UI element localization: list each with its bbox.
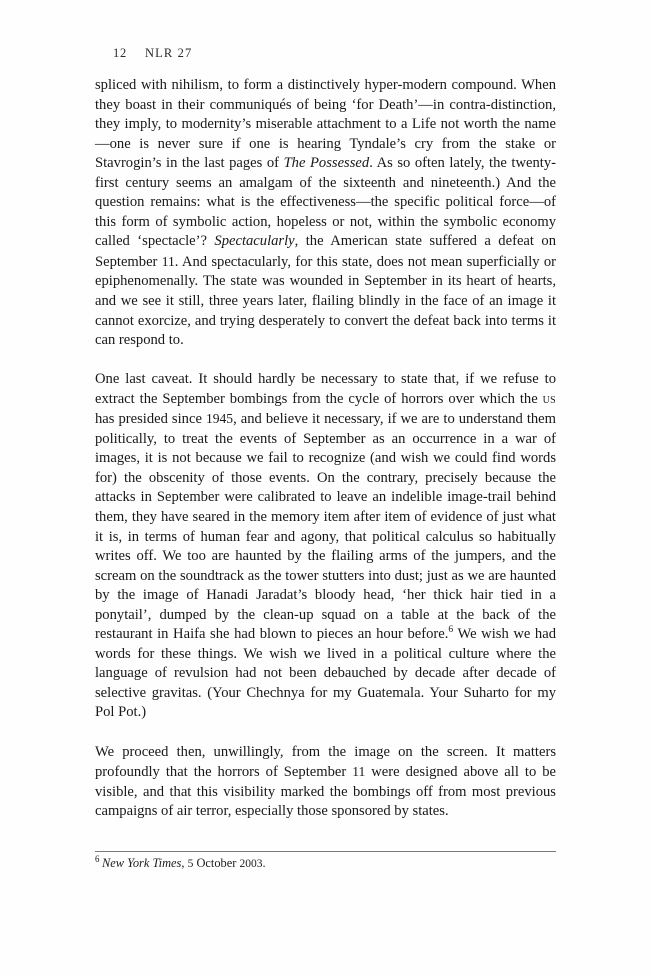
body-paragraph: spliced with nihilism, to form a distinctively hyper-modern compound. When they boast in their communiqués of being ‘for Death’—in contra-distinction, they imply, to modernity’s miserable attachment to a Life not worth the name—one is never sure if one is hearing Tyndale’s cry from the stake or Stavrogin’s in the last pages of The Possessed. As so often lately, the twenty-first century seems an amalgam of the sixteenth and nineteenth.) And the question remains: what is the effectiveness—the specific political force—of this form of symbolic action, hopeless or not, within the symbolic economy called ‘spectacle’? Spectacularly, the American state suffered a defeat on September 11. And spectacularly, for this state, does not mean superficially or epiphenomenally. The state was wounded in September in its heart of hearts, and we see it still, three years later, flailing blindly in the face of an image it cannot exorcize, and trying desperately to convert the defeat back into terms it can respond to. [95,77,557,349]
numeral-text: 11 [161,253,175,269]
journal-issue-label: NLR 27 [145,46,193,60]
body-text-column [95,76,556,822]
page-number: 12 [113,46,127,60]
body-paragraph: We proceed then, unwillingly, from the image on the screen. It matters profoundly that the horrors of September 11 were designed above all to be visible, and that this visibility marked the bombings off from most previous campaigns of air terror, especially those sponsored by states. [95,743,556,820]
footnote-entry: $^6$ New York Times, 5 October 2003. [95,853,266,870]
footnote-marker: 6 [95,853,100,864]
numeral-text: 2003 [239,858,263,870]
footnote-separator-rule [95,851,556,852]
footnote-area [95,855,556,872]
numeral-text: 11 [352,764,366,780]
italic-text: Spectacularly [214,233,295,250]
running-head [113,46,192,61]
italic-text: New York Times [101,856,182,870]
numeral-text: 1945 [205,411,234,427]
small-caps-text: us [542,390,556,407]
numeral-text: 5 [187,858,194,870]
footnote-reference-marker[interactable]: 6 [448,624,454,636]
italic-text: The Possessed [283,155,370,172]
body-paragraph: One last caveat. It should hardly be necessary to state that, if we refuse to extract the September bombings from the cycle of horrors over which the us has presided since 1945, and believe it necessary, if we are to understand them politically, to treat the events of September as an occurrence in a war of images, it is not because we fail to recognize (and wish we could find words for) the obscenity of those events. On the contrary, precisely because the attacks in September were calibrated to leave an indelible image-trail behind them, they have seared in the memory item after item of evidence of just what it is, in terms of human fear and agony, that political calculus so habitually writes off. We too are haunted by the flailing arms of the jumpers, and the scream on the soundtrack as the tower stutters into dust; just as we are haunted by the image of Hanadi Jaradat’s bloody head, ‘her thick hair tied in a ponytail’, dumped by the clean-up squad on a table at the back of the restaurant in Haifa she had blown to pieces an hour before.$^6$ We wish we had words for these things. We wish we lived in a political culture where the language of revulsion had not been debauched by decade after decade of selective gravitas. (Your Chechnya for my Guatemala. Your Suharto for my Pol Pot.) [95,371,556,721]
